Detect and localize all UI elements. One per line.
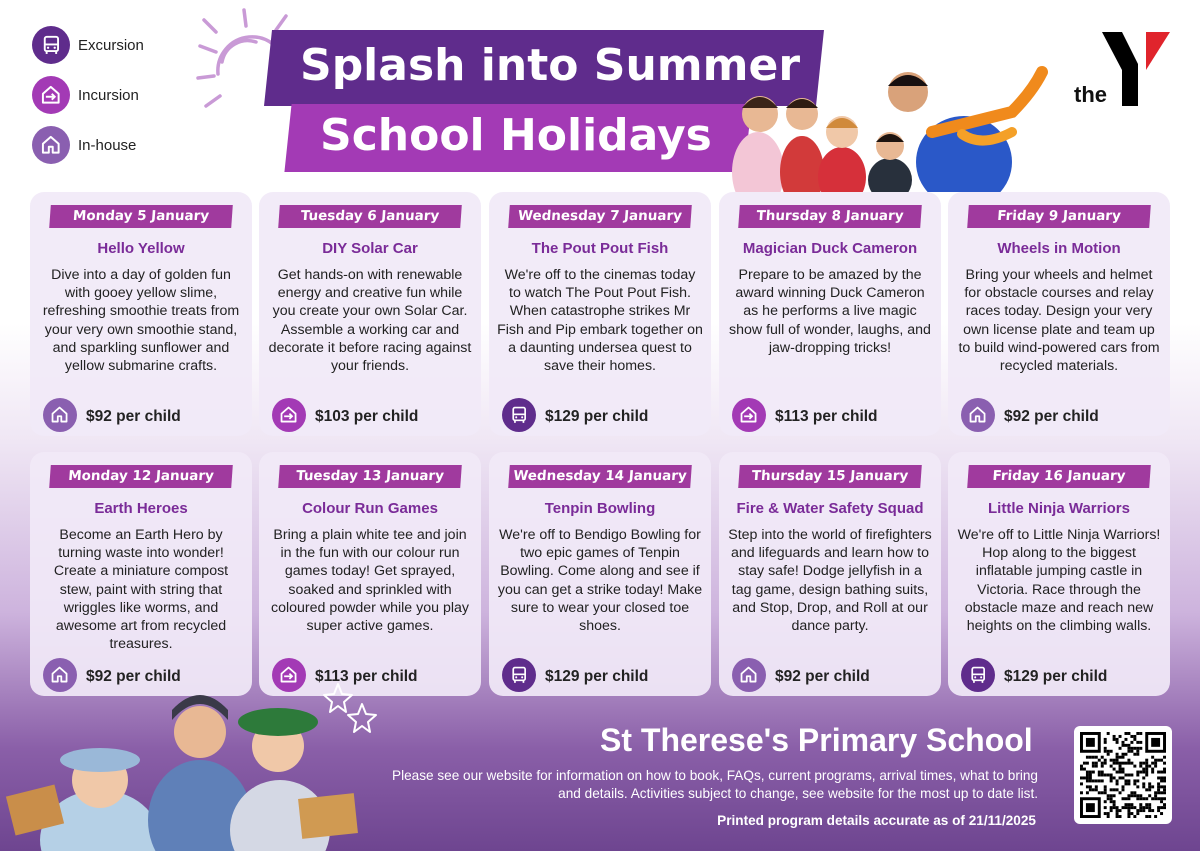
kids-photo (712, 62, 1062, 192)
activity-card (259, 192, 481, 436)
card-description: We're off to Little Ninja Warriors! Hop along to the biggest inflatable jumping castle in Victoria. Race through the obstacle maze and reach new heights on the climbing walls. (957, 527, 1161, 635)
card-price: $103 per child (315, 408, 419, 425)
logo-text: the (1074, 82, 1107, 107)
card-date: Monday 5 January (49, 205, 233, 228)
card-date: Tuesday 6 January (278, 205, 462, 228)
star-doodle-icon (318, 680, 382, 740)
card-date: Thursday 15 January (738, 465, 922, 488)
card-description: We're off to Bendigo Bowling for two epic games of Tenpin Bowling. Come along and see if you can get a strike today! Make sure to wear your closed toe shoes. (497, 527, 703, 635)
card-description: We're off to the cinemas today to watch The Pout Pout Fish. When catastrophe strikes Mr Fish and Pip embark together on a daunting undersea quest to save their homes. (497, 267, 703, 375)
card-date: Thursday 8 January (738, 205, 922, 228)
legend-label: In-house (78, 136, 137, 154)
card-description: Become an Earth Hero by turning waste into wonder! Create a miniature compost stew, paint with string that wriggles like worms, and awesome art from recycled treasures. (53, 527, 229, 653)
house-icon (43, 398, 77, 432)
card-price: $92 per child (86, 408, 181, 425)
card-description: Dive into a day of golden fun with gooey yellow slime, refreshing smoothie treats from your very own smoothie stand, and sparkling sunflower and yellow submarine crafts. (42, 267, 240, 375)
activity-card (948, 192, 1170, 436)
legend-label: Excursion (78, 36, 144, 54)
activity-card (948, 452, 1170, 696)
card-price: $113 per child (775, 408, 878, 425)
activity-card (259, 452, 481, 696)
card-title: Tenpin Bowling (544, 500, 656, 517)
card-title: The Pout Pout Fish (531, 240, 669, 257)
qr-code[interactable] (1074, 726, 1172, 824)
card-price: $129 per child (545, 408, 649, 425)
arrow-into-house-icon (732, 398, 766, 432)
card-title: Little Ninja Warriors (988, 500, 1130, 517)
printed-date-note: Printed program details accurate as of 21/11/2025 (717, 813, 1036, 828)
card-description: Bring a plain white tee and join in the fun with our colour run games today! Get sprayed, soaked and sprinkled with coloured powder while you play super active games. (271, 527, 469, 635)
activity-card (30, 192, 252, 436)
card-title: DIY Solar Car (322, 240, 418, 257)
card-title: Colour Run Games (302, 500, 438, 517)
card-description: Step into the world of firefighters and lifeguards and learn how to stay safe! Dodge jellyfish in a tag game, design bathing suits, and Stop, Drop, and Roll at our dance party. (728, 527, 932, 635)
the-y-logo (1070, 28, 1174, 108)
arrow-into-house-icon (32, 76, 70, 114)
card-price: $92 per child (775, 668, 870, 685)
card-description: Prepare to be amazed by the award winning Duck Cameron as he performs a live magic show full of wonder, laughs, and jaw-dropping tricks! (729, 267, 931, 356)
school-name: St Therese's Primary School (600, 722, 1033, 758)
card-description: Bring your wheels and helmet for obstacle courses and relay races today. Design your very own license plate and team up to build wind-powered cars from recycled materials. (958, 267, 1160, 375)
house-icon (32, 126, 70, 164)
bus-icon (502, 658, 536, 692)
house-icon (732, 658, 766, 692)
card-date: Friday 16 January (967, 465, 1151, 488)
activity-card (719, 452, 941, 696)
bus-icon (502, 398, 536, 432)
card-date: Friday 9 January (967, 205, 1151, 228)
page-title-line2: School Holidays (320, 110, 712, 161)
qr-code-icon (1080, 732, 1166, 818)
card-date: Monday 12 January (49, 465, 233, 488)
activity-card (489, 452, 711, 696)
card-title: Hello Yellow (97, 240, 185, 257)
card-price: $129 per child (545, 668, 649, 685)
card-price: $92 per child (86, 668, 181, 685)
page-title-line1: Splash into Summer (300, 40, 801, 91)
card-date: Tuesday 13 January (278, 465, 462, 488)
card-date: Wednesday 14 January (508, 465, 692, 488)
card-title: Wheels in Motion (997, 240, 1121, 257)
info-note: Please see our website for information on how to book, FAQs, current programs, arrival times, what to bring and details. Activities subject to change, see website for the most up to date list. (392, 768, 1038, 801)
activity-card (489, 192, 711, 436)
bus-icon (32, 26, 70, 64)
card-price: $92 per child (1004, 408, 1099, 425)
legend-label: Incursion (78, 86, 139, 104)
legend-item (32, 126, 232, 164)
arrow-into-house-icon (272, 398, 306, 432)
card-title: Magician Duck Cameron (742, 240, 918, 257)
card-date: Wednesday 7 January (508, 205, 692, 228)
activity-card (719, 192, 941, 436)
bus-icon (961, 658, 995, 692)
card-price: $129 per child (1004, 668, 1108, 685)
house-icon (961, 398, 995, 432)
activity-card (30, 452, 252, 696)
card-title: Earth Heroes (94, 500, 188, 517)
card-price: $113 per child (315, 668, 418, 685)
card-description: Get hands-on with renewable energy and creative fun while you create your own Solar Car. Assemble a working car and decorate it before racing against your friends. (268, 267, 472, 375)
card-title: Fire & Water Safety Squad (736, 500, 924, 517)
